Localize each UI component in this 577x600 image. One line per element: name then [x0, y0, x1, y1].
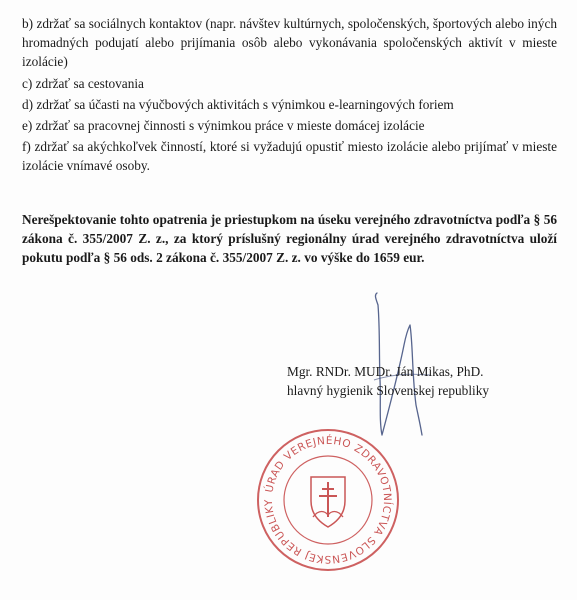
official-stamp — [253, 425, 403, 575]
signatory-title: hlavný hygienik Slovenskej republiky — [287, 383, 490, 398]
coat-of-arms-icon — [311, 477, 345, 527]
list-item-f: f) zdržať sa akýchkoľvek činností, ktoré si vyžadujú opustiť miesto izolácie alebo prijímať v mieste izolácie vnímavé osoby. — [22, 139, 557, 174]
measures-list — [22, 14, 557, 176]
signatory-name: Mgr. RNDr. MUDr. Ján Mikas, PhD. — [287, 364, 484, 379]
list-item-e: e) zdržať sa pracovnej činnosti s výnimkou práce v mieste domácej izolácie — [22, 118, 425, 134]
list-item-c: c) zdržať sa cestovania — [22, 75, 144, 91]
stamp-text: ÚRAD VEREJNÉHO ZDRAVOTNÍCTVA SLOVENSKEJ REPUBLIKY — [262, 434, 394, 566]
list-item-d: d) zdržať sa účasti na výučbových aktivitách s výnimkou e-learningových foriem — [22, 96, 454, 112]
signature-block — [287, 362, 489, 400]
list-item-b: b) zdržať sa sociálnych kontaktov (napr. návštev kultúrnych, spoločenských, športových alebo iných hromadných podujatí alebo prijímania osôb alebo vykonávania spoločenských aktivít v mieste izolácie) — [22, 16, 557, 70]
penalty-notice: Nerešpektovanie tohto opatrenia je priestupkom na úseku verejného zdravotníctva podľa § 56 zákona č. 355/2007 Z. z., za ktorý príslušný regionálny úrad verejného zdravotníctva uloží pokutu podľa § 56 ods. 2 zákona č. 355/2007 Z. z. vo výške do 1659 eur. — [22, 212, 557, 265]
